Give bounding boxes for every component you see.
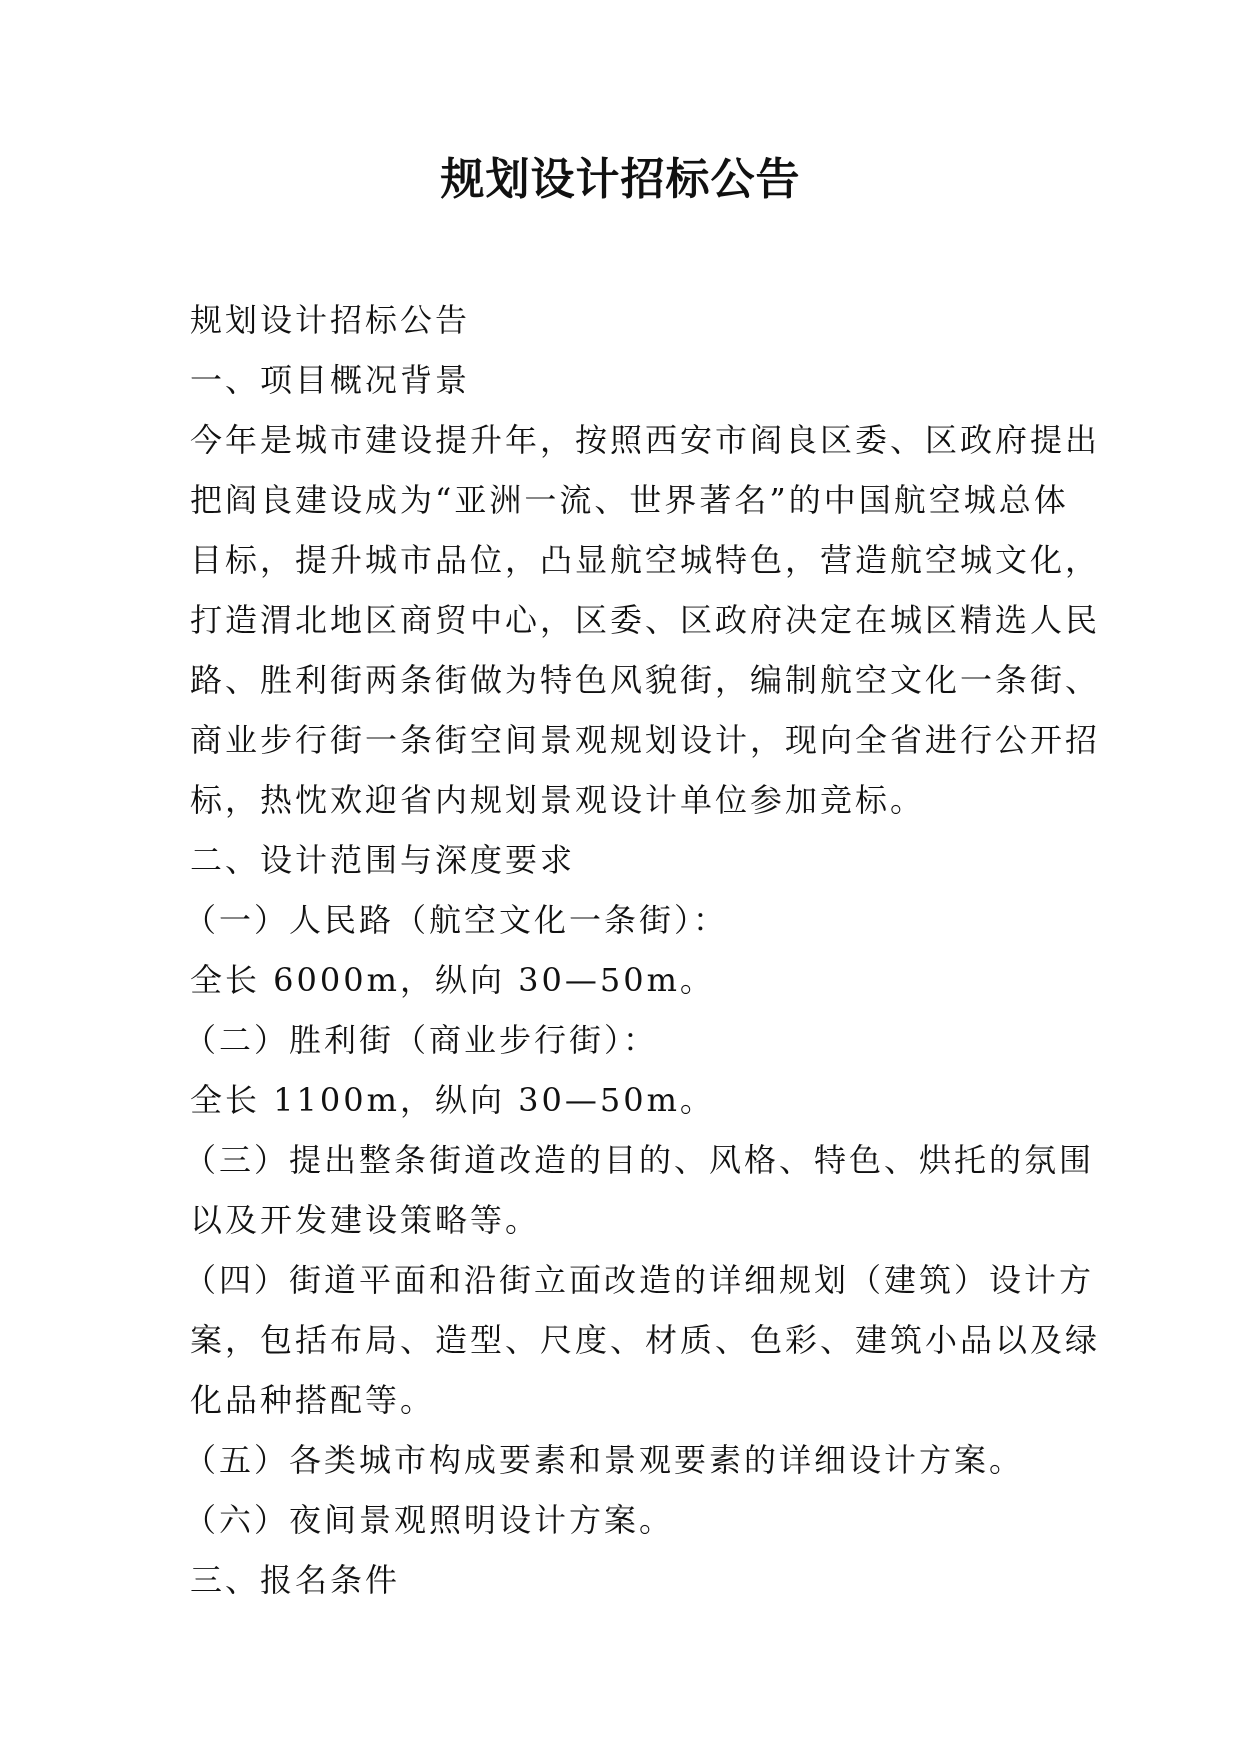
paragraph-line: 以及开发建设策略等。 [190, 1201, 541, 1239]
body-line-subtitle: 规划设计招标公告 [190, 301, 471, 339]
paragraph-line: 路、胜利街两条街做为特色风貌街，编制航空文化一条街、 [190, 661, 1101, 699]
paragraph-line: 打造渭北地区商贸中心，区委、区政府决定在城区精选人民 [190, 601, 1101, 639]
list-item: （二）胜利街（商业步行街）： [184, 1021, 659, 1059]
document-title: 规划设计招标公告 [440, 154, 801, 205]
list-item: （三）提出整条街道改造的目的、风格、特色、烘托的氛围 [184, 1141, 1095, 1179]
paragraph-line: 标，热忱欢迎省内规划景观设计单位参加竞标。 [190, 781, 926, 819]
paragraph-line: 目标，提升城市品位，凸显航空城特色，营造航空城文化， [190, 541, 1101, 579]
paragraph-line: 今年是城市建设提升年，按照西安市阎良区委、区政府提出 [190, 421, 1101, 459]
paragraph-line: 化品种搭配等。 [190, 1381, 436, 1419]
list-item: （六）夜间景观照明设计方案。 [184, 1501, 675, 1539]
document-body [184, 290, 1101, 1610]
list-item: （五）各类城市构成要素和景观要素的详细设计方案。 [184, 1441, 1025, 1479]
paragraph-line: 把阎良建设成为“亚洲一流、世界著名”的中国航空城总体 [190, 481, 1069, 519]
list-item: （四）街道平面和沿街立面改造的详细规划（建筑）设计方 [184, 1261, 1095, 1299]
paragraph-line: 商业步行街一条街空间景观规划设计，现向全省进行公开招 [190, 721, 1101, 759]
paragraph-line: 案，包括布局、造型、尺度、材质、色彩、建筑小品以及绿 [190, 1321, 1101, 1359]
paragraph-line: 全长 1100m，纵向 30—50m。 [190, 1081, 715, 1119]
section-heading-2: 二、设计范围与深度要求 [190, 841, 576, 879]
section-heading-1: 一、项目概况背景 [190, 361, 471, 399]
section-heading-3: 三、报名条件 [190, 1561, 401, 1599]
list-item: （一）人民路（航空文化一条街）： [184, 901, 729, 939]
paragraph-line: 全长 6000m，纵向 30—50m。 [190, 961, 715, 999]
